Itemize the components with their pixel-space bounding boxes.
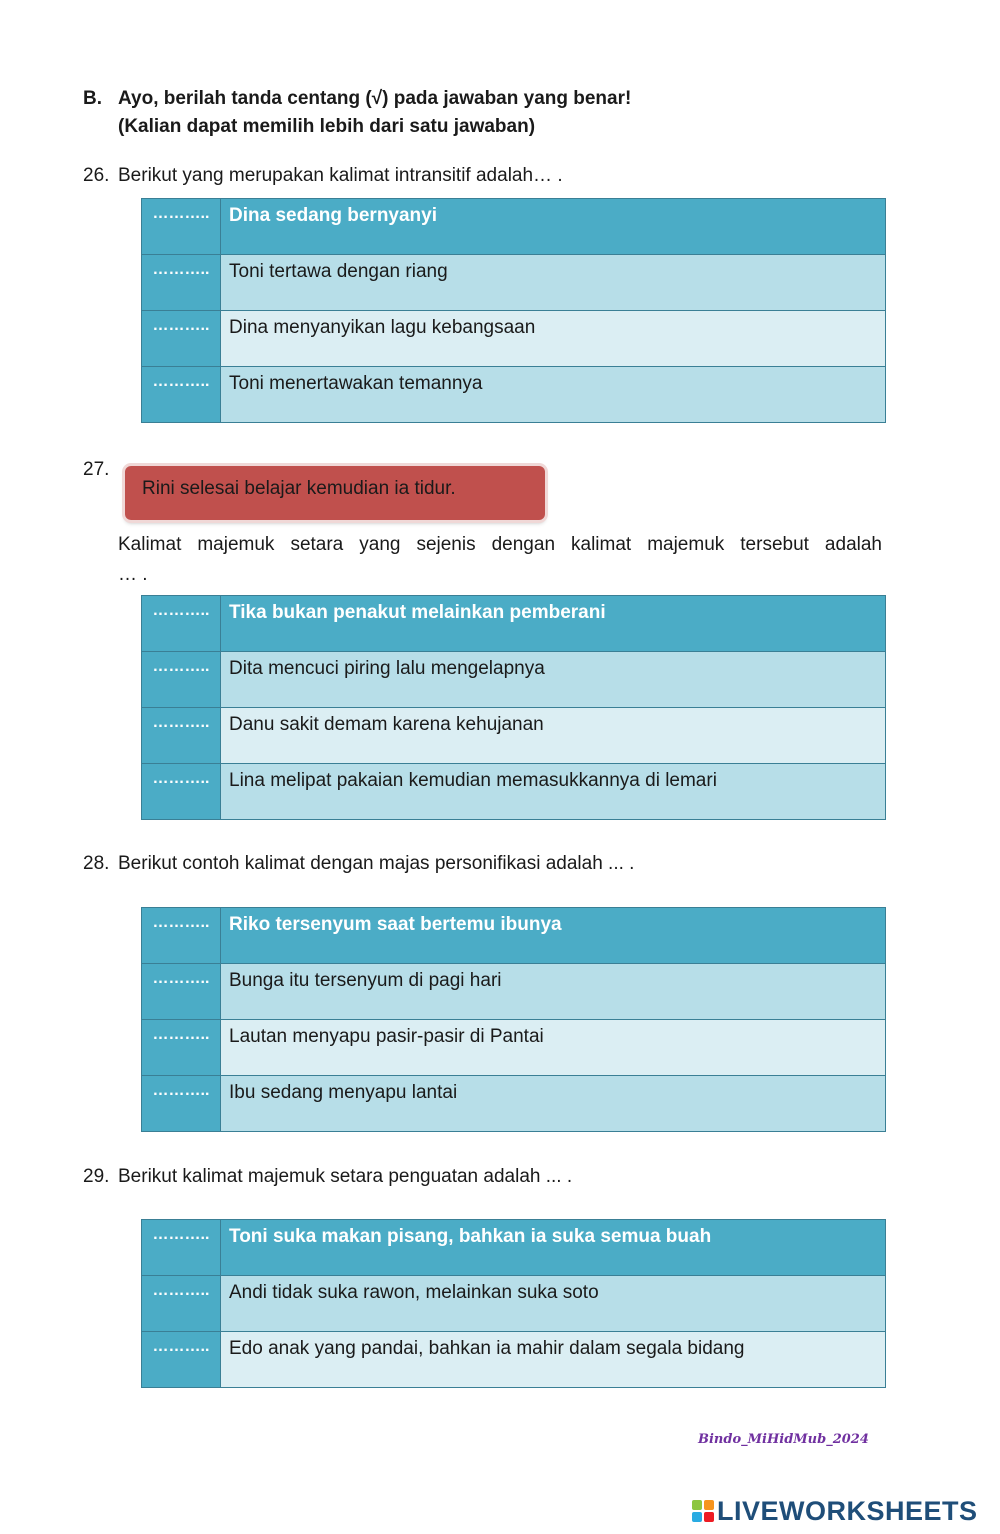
option-text: Andi tidak suka rawon, melainkan suka soto	[221, 1276, 886, 1332]
answer-checkbox[interactable]: ………..	[142, 652, 221, 708]
question-28	[83, 853, 634, 875]
option-text: Bunga itu tersenyum di pagi hari	[221, 964, 886, 1020]
option-row	[142, 1276, 886, 1332]
question-text: Berikut yang merupakan kalimat intransitif adalah… .	[118, 165, 563, 186]
option-row	[142, 311, 886, 367]
answer-checkbox[interactable]: ………..	[142, 908, 221, 964]
author-signature: Bindo_MiHidMub_2024	[698, 1432, 869, 1447]
answer-checkbox[interactable]: ………..	[142, 596, 221, 652]
question-26	[83, 165, 563, 187]
options-table-26	[141, 198, 886, 423]
answer-checkbox[interactable]: ………..	[142, 708, 221, 764]
question-number: 28.	[83, 853, 110, 874]
option-text: Riko tersenyum saat bertemu ibunya	[221, 908, 886, 964]
instruction-line-2: (Kalian dapat memilih lebih dari satu jawaban)	[118, 116, 536, 137]
option-text: Edo anak yang pandai, bahkan ia mahir dalam segala bidang	[221, 1332, 886, 1388]
answer-checkbox[interactable]: ………..	[142, 367, 221, 423]
question-text: Berikut kalimat majemuk setara penguatan adalah ... .	[118, 1166, 573, 1187]
question-number: 26.	[83, 165, 110, 186]
option-text: Dita mencuci piring lalu mengelapnya	[221, 652, 886, 708]
option-row	[142, 764, 886, 820]
answer-checkbox[interactable]: ………..	[142, 1220, 221, 1276]
brand-name: LIVEWORKSHEETS	[717, 1495, 978, 1526]
option-row	[142, 1020, 886, 1076]
instruction-line-1: Ayo, berilah tanda centang (√) pada jawaban yang benar!	[118, 88, 632, 109]
example-sentence-box	[125, 466, 545, 520]
option-text: Lina melipat pakaian kemudian memasukkannya di lemari	[221, 764, 886, 820]
question-text-line-2: … .	[118, 564, 148, 585]
question-27-text	[118, 530, 882, 590]
liveworksheets-brand[interactable]	[692, 1494, 978, 1528]
option-text: Lautan menyapu pasir-pasir di Pantai	[221, 1020, 886, 1076]
option-row	[142, 1220, 886, 1276]
option-text: Ibu sedang menyapu lantai	[221, 1076, 886, 1132]
answer-checkbox[interactable]: ………..	[142, 964, 221, 1020]
option-row	[142, 708, 886, 764]
answer-checkbox[interactable]: ………..	[142, 1332, 221, 1388]
option-text: Dina menyanyikan lagu kebangsaan	[221, 311, 886, 367]
option-row	[142, 199, 886, 255]
option-text: Toni menertawakan temannya	[221, 367, 886, 423]
question-number: 27.	[83, 459, 110, 480]
options-table-27	[141, 595, 886, 820]
options-table-29	[141, 1219, 886, 1388]
option-row	[142, 1076, 886, 1132]
option-row	[142, 367, 886, 423]
option-row	[142, 1332, 886, 1388]
question-27-number	[83, 459, 109, 481]
option-row	[142, 964, 886, 1020]
example-sentence: Rini selesai belajar kemudian ia tidur.	[142, 478, 456, 499]
answer-checkbox[interactable]: ………..	[142, 255, 221, 311]
section-letter: B.	[83, 88, 102, 109]
option-text: Danu sakit demam karena kehujanan	[221, 708, 886, 764]
answer-checkbox[interactable]: ………..	[142, 199, 221, 255]
option-text: Toni suka makan pisang, bahkan ia suka semua buah	[221, 1220, 886, 1276]
option-row	[142, 596, 886, 652]
question-29	[83, 1166, 572, 1188]
question-number: 29.	[83, 1166, 110, 1187]
options-table-28	[141, 907, 886, 1132]
option-row	[142, 255, 886, 311]
option-row	[142, 908, 886, 964]
option-text: Tika bukan penakut melainkan pemberani	[221, 596, 886, 652]
answer-checkbox[interactable]: ………..	[142, 1020, 221, 1076]
option-text: Dina sedang bernyanyi	[221, 199, 886, 255]
answer-checkbox[interactable]: ………..	[142, 1076, 221, 1132]
question-text: Berikut contoh kalimat dengan majas personifikasi adalah ... .	[118, 853, 635, 874]
liveworksheets-logo-icon	[692, 1500, 714, 1522]
option-row	[142, 652, 886, 708]
option-text: Toni tertawa dengan riang	[221, 255, 886, 311]
answer-checkbox[interactable]: ………..	[142, 1276, 221, 1332]
question-text-line-1: Kalimat majemuk setara yang sejenis dengan kalimat majemuk tersebut adalah	[118, 534, 882, 555]
answer-checkbox[interactable]: ………..	[142, 764, 221, 820]
answer-checkbox[interactable]: ………..	[142, 311, 221, 367]
